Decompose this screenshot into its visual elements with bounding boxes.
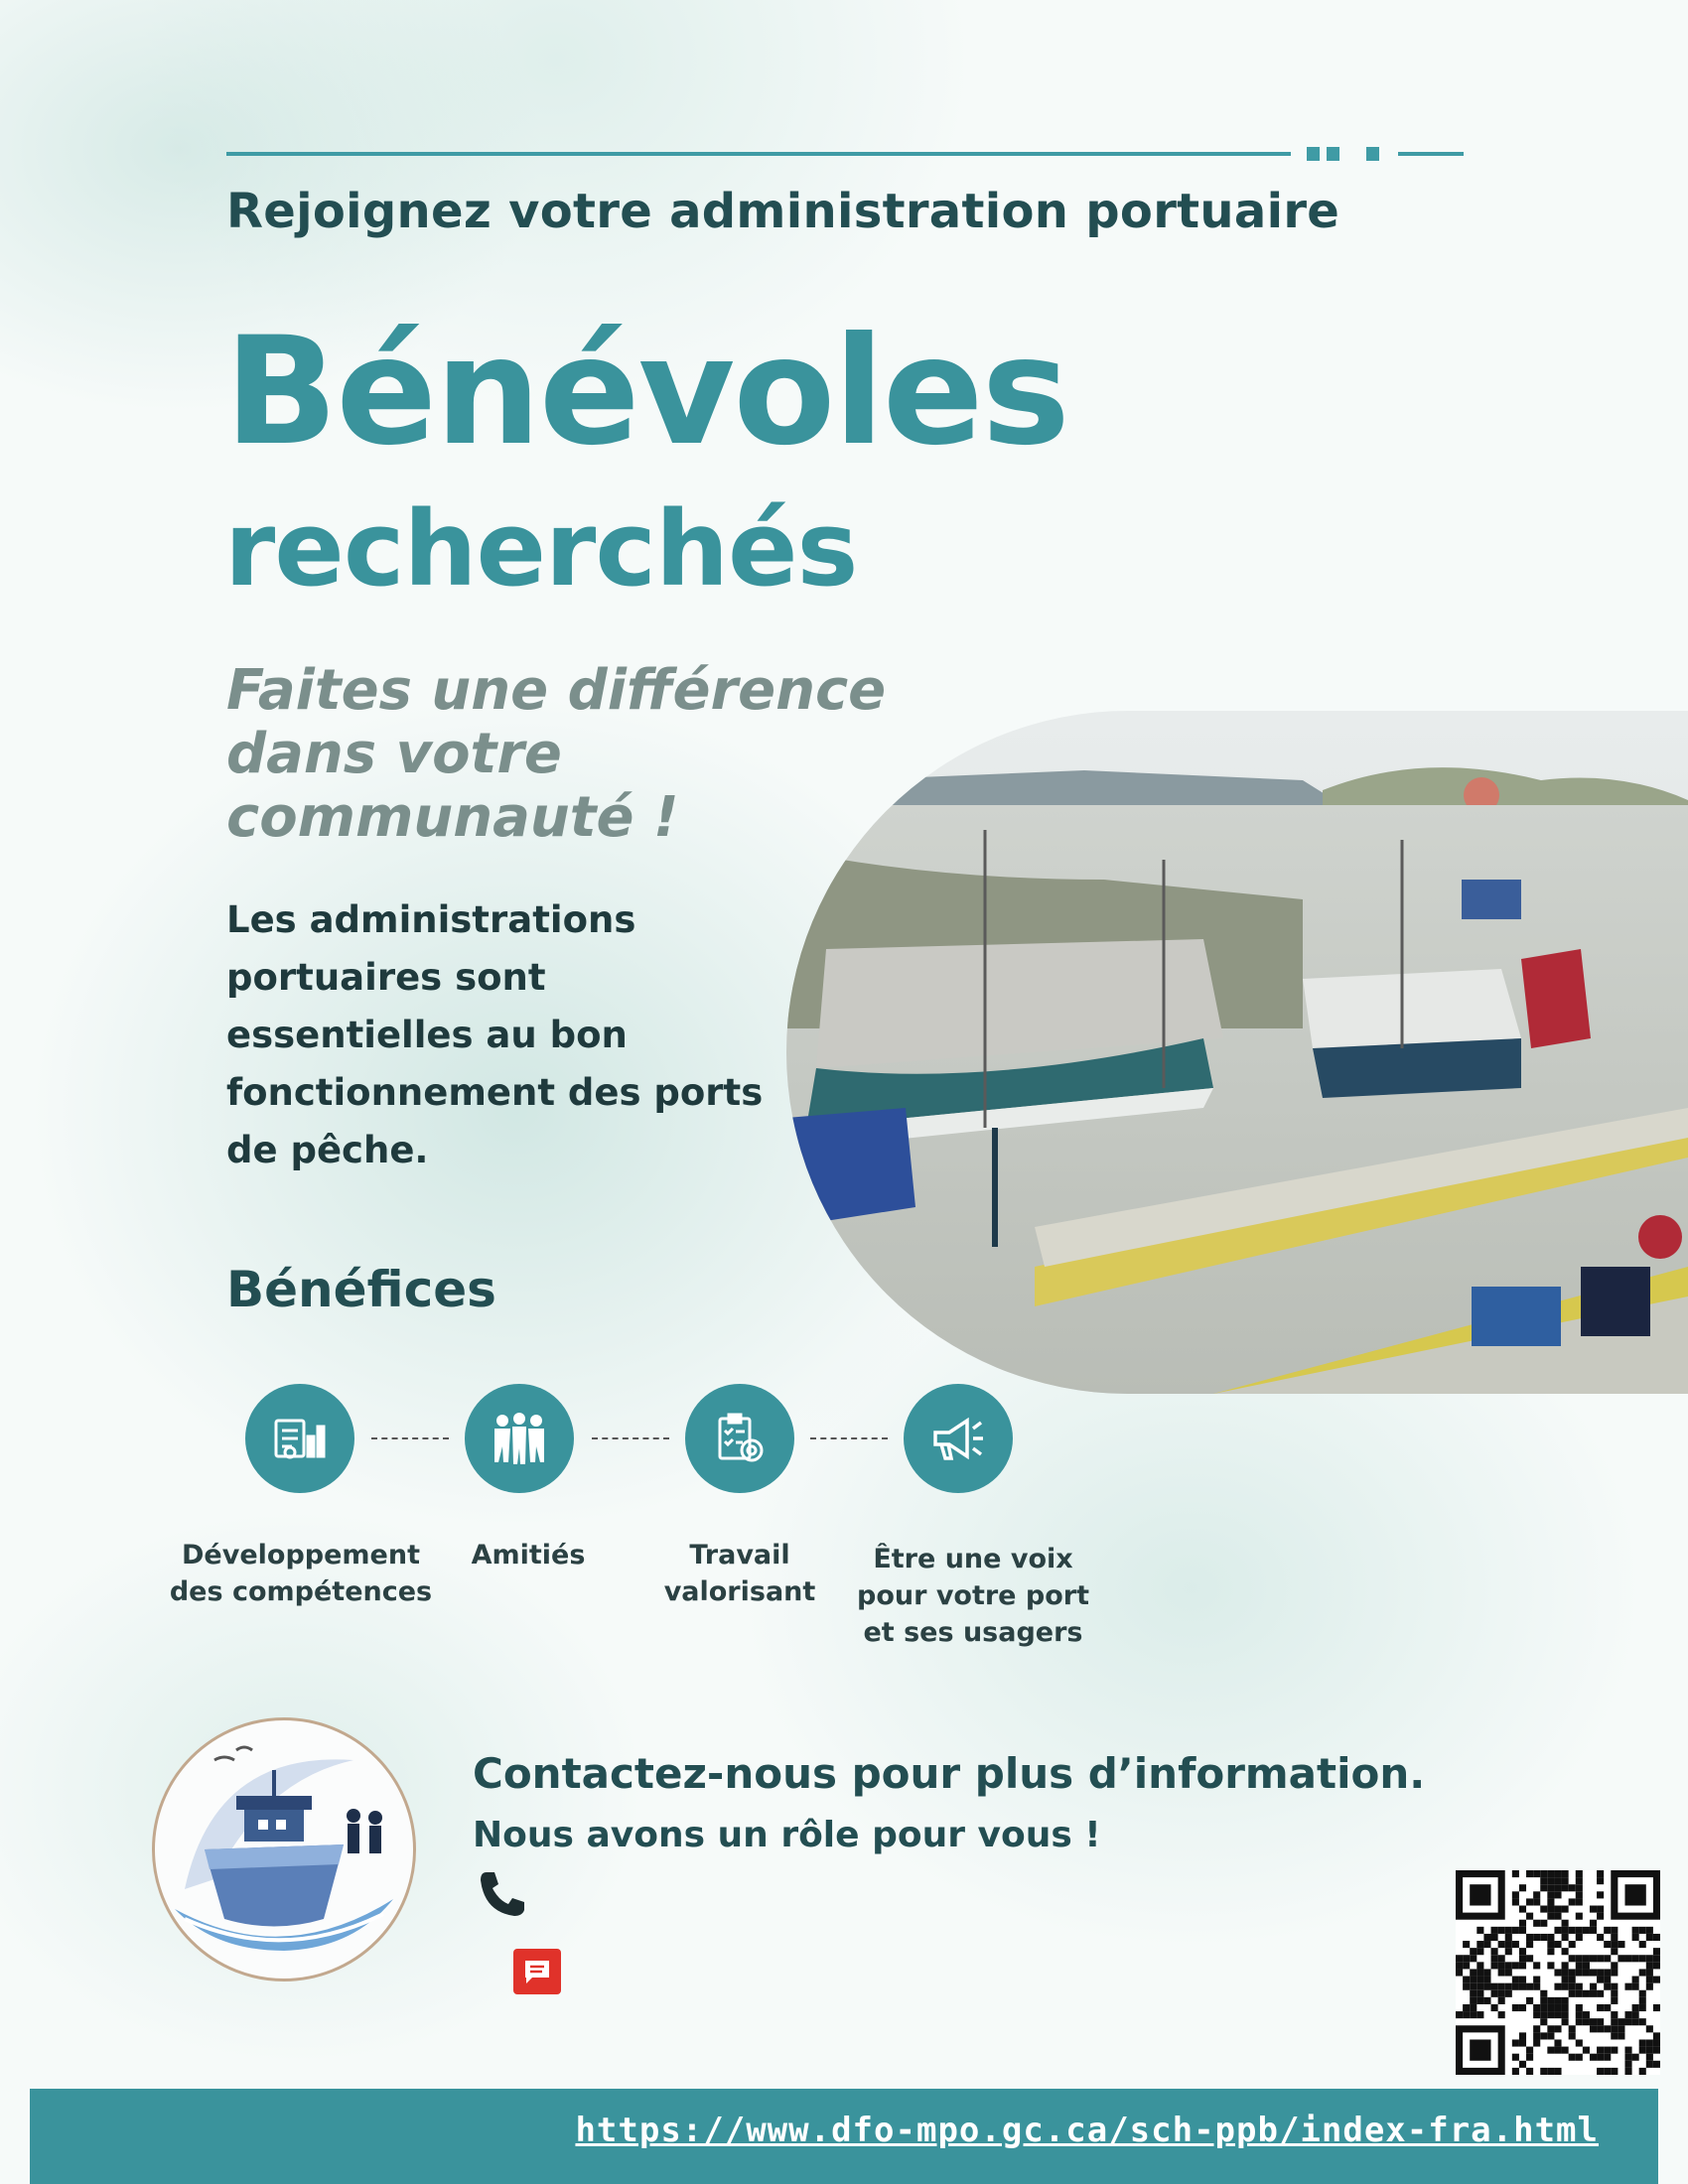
harbour-authority-logo <box>152 1717 416 1981</box>
connector-dash <box>371 1437 449 1439</box>
connector-dash <box>810 1437 888 1439</box>
title-line-1: Bénévoles <box>224 306 1068 478</box>
rewarding-work-icon <box>685 1384 794 1493</box>
harbour-image <box>786 711 1688 1394</box>
top-rule-line-right <box>1398 152 1464 156</box>
contact-subheading: Nous avons un rôle pour vous ! <box>473 1815 1101 1855</box>
megaphone-icon <box>904 1384 1013 1493</box>
intro-text: Les administrations portuaires sont essentielles au bon fonctionnement des ports de pêche. <box>226 898 764 1171</box>
benefit-label: Travail valorisant <box>663 1540 816 1607</box>
benefit-label: Développement des compétences <box>169 1540 433 1607</box>
qr-code[interactable] <box>1456 1870 1660 2075</box>
title-line-2: recherchés <box>224 488 858 610</box>
top-rule-dot <box>1327 147 1339 161</box>
subtitle: Faites une différence dans votre communauté ! <box>226 658 887 850</box>
benefit-label: Amitiés <box>471 1540 586 1570</box>
friendship-icon <box>465 1384 574 1493</box>
top-rule-dot <box>1366 147 1379 161</box>
connector-dash <box>592 1437 669 1439</box>
top-rule-dot <box>1307 147 1320 161</box>
footer-bar <box>30 2089 1658 2184</box>
chat-icon <box>513 1949 561 1994</box>
phone-icon <box>477 1868 528 1918</box>
benefits-heading: Bénéfices <box>226 1261 496 1318</box>
contact-heading: Contactez-nous pour plus d’information. <box>473 1749 1426 1798</box>
skills-development-icon <box>245 1384 354 1493</box>
eyebrow-heading: Rejoignez votre administration portuaire <box>226 184 1340 239</box>
benefit-label: Être une voix pour votre port et ses usagers <box>857 1544 1089 1648</box>
website-link[interactable]: https://www.dfo-mpo.gc.ca/sch-ppb/index-fra.html <box>575 2111 1599 2150</box>
top-rule-line-left <box>226 152 1291 156</box>
